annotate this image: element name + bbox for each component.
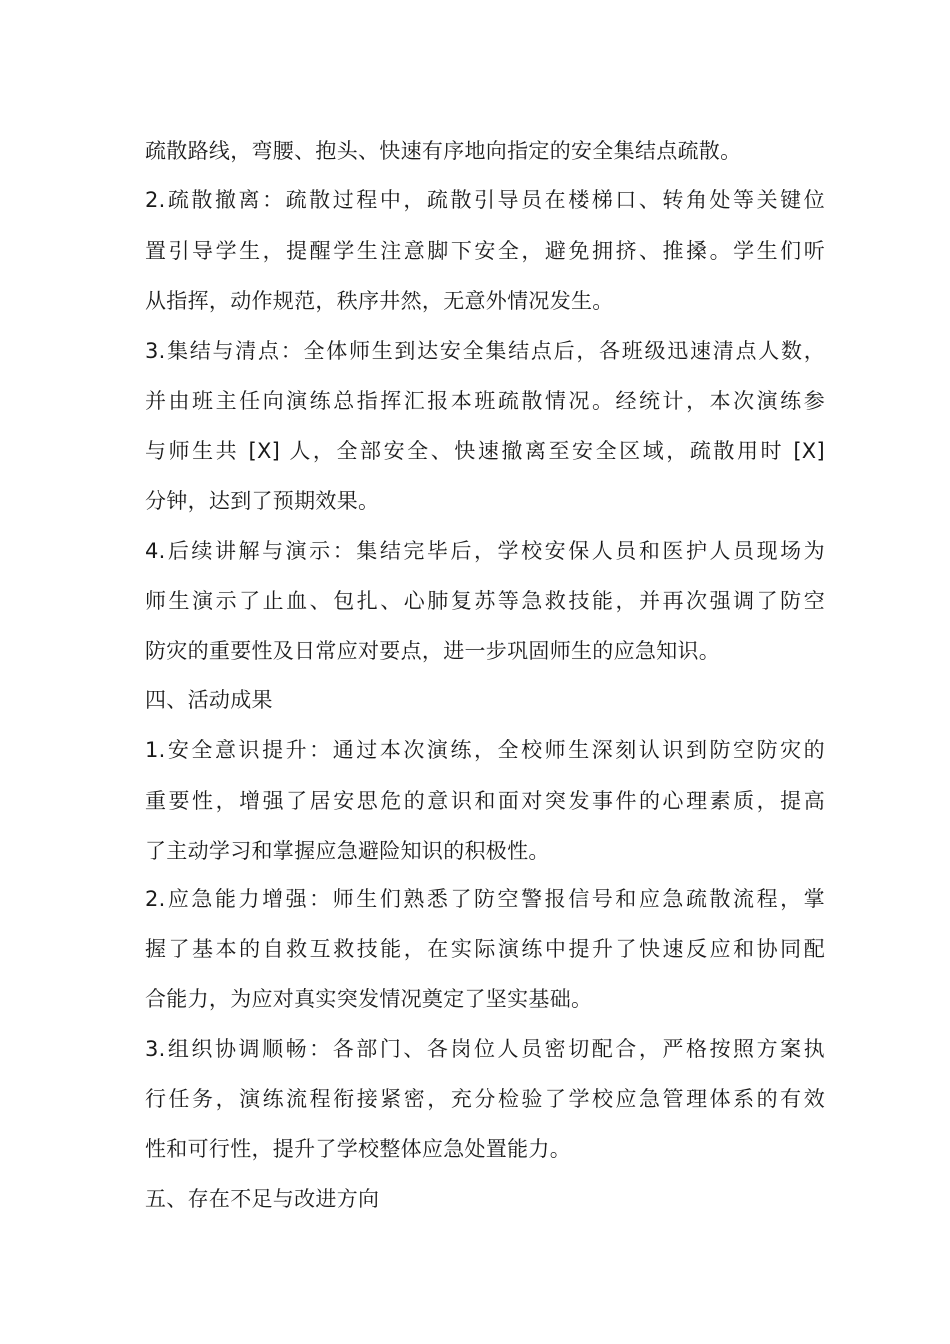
text-line: 并由班主任向演练总指挥汇报本班疏散情况。经统计，本次演练参 [145,389,825,413]
text-line: 了主动学习和掌握应急避险知识的积极性。 [145,839,550,863]
text-line: 从指挥，动作规范，秩序井然，无意外情况发生。 [145,289,614,313]
text-line: 2.疏散撤离：疏散过程中，疏散引导员在楼梯口、转角处等关键位 [145,188,825,212]
text-line: 4.后续讲解与演示：集结完毕后，学校安保人员和医护人员现场为 [145,539,825,563]
text-line: 重要性，增强了居安思危的意识和面对突发事件的心理素质，提高 [145,789,825,813]
text-line: 疏散路线，弯腰、抱头、快速有序地向指定的安全集结点疏散。 [145,139,742,163]
text-line: 握了基本的自救互救技能，在实际演练中提升了快速反应和协同配 [145,937,825,961]
text-line: 行任务，演练流程衔接紧密，充分检验了学校应急管理体系的有效 [145,1087,825,1111]
text-line: 置引导学生，提醒学生注意脚下安全，避免拥挤、推搡。学生们听 [145,239,825,263]
text-line: 性和可行性，提升了学校整体应急处置能力。 [145,1137,571,1161]
section-heading: 五、存在不足与改进方向 [145,1187,380,1211]
text-line: 分钟，达到了预期效果。 [145,489,380,513]
section-heading: 四、活动成果 [145,688,273,712]
text-line: 3.组织协调顺畅：各部门、各岗位人员密切配合，严格按照方案执 [145,1037,825,1061]
text-line: 防灾的重要性及日常应对要点，进一步巩固师生的应急知识。 [145,639,721,663]
text-line: 师生演示了止血、包扎、心肺复苏等急救技能，并再次强调了防空 [145,589,825,613]
text-line: 2.应急能力增强：师生们熟悉了防空警报信号和应急疏散流程，掌 [145,887,825,911]
text-line: 3.集结与清点：全体师生到达安全集结点后，各班级迅速清点人数， [145,339,825,363]
text-line: 与师生共 [X] 人，全部安全、快速撤离至安全区域，疏散用时 [X] [145,439,825,463]
text-line: 1.安全意识提升：通过本次演练，全校师生深刻认识到防空防灾的 [145,738,825,762]
text-line: 合能力，为应对真实突发情况奠定了坚实基础。 [145,987,593,1011]
